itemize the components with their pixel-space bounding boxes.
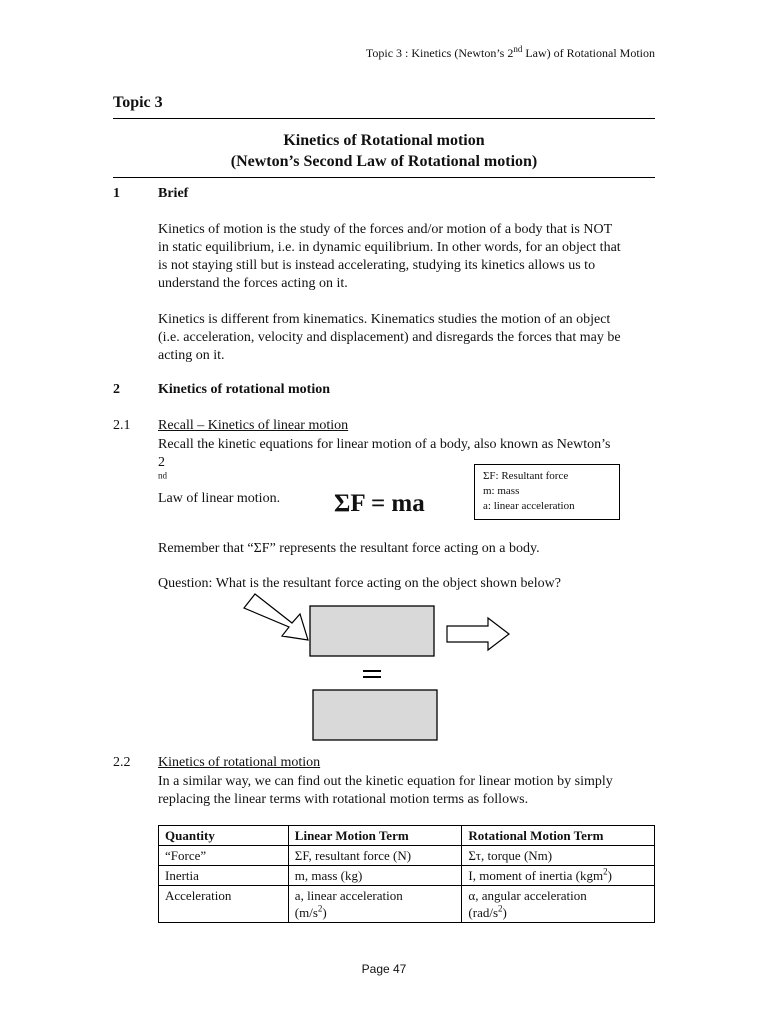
legend-resultant-force: ΣF: Resultant force: [483, 470, 569, 482]
header-quantity: Quantity: [159, 826, 289, 846]
subsection-2-1-text: Recall the kinetic equations for linear motion of a body, also known as Newton’s 2 $^{nd}$ Law of linear motion.: [158, 437, 611, 506]
title-line-1: Kinetics of Rotational motion: [283, 132, 485, 149]
cell-rotational: I, moment of inertia (kgm$^2$): [462, 866, 655, 886]
section-2-number: 2: [113, 382, 120, 397]
newton-second-law-equation: ΣF = ma: [334, 490, 425, 517]
cell-linear: ΣF, resultant force (N): [288, 846, 462, 866]
remember-text: Remember that “ΣF” represents the resultant force acting on a body.: [158, 541, 540, 556]
cell-linear: m, mass (kg): [288, 866, 462, 886]
legend-mass: m: mass: [483, 485, 520, 497]
section-1-paragraph-2: Kinetics is different from kinematics. Kinematics studies the motion of an object (i.e. acceleration, velocity and displacement) and disregards the forces that may be acting on it.: [158, 312, 621, 363]
divider-top: [113, 118, 655, 119]
cell-rotational: Στ, torque (Nm): [462, 846, 655, 866]
section-1-number: 1: [113, 186, 120, 201]
section-1-paragraph-1: Kinetics of motion is the study of the forces and/or motion of a body that is NOT in static equilibrium, i.e. in dynamic equilibrium. In other words, for an object that is not staying still but is instead accelerating, studying its kinetics allows us to understand the forces acting on it.: [158, 222, 621, 291]
question-text: Question: What is the resultant force acting on the object shown below?: [158, 576, 561, 591]
equals-bottom-bar: [363, 676, 381, 678]
subsection-2-1-heading: Recall – Kinetics of linear motion: [158, 418, 349, 433]
topic-label: Topic 3: [113, 94, 163, 111]
cell-quantity: Acceleration: [159, 886, 289, 923]
cell-linear: a, linear acceleration $(m/s^2)$: [288, 886, 462, 923]
section-1-heading: Brief: [158, 186, 189, 201]
right-force-arrow-icon: [447, 618, 509, 650]
cell-quantity: “Force”: [159, 846, 289, 866]
diagonal-force-arrow-icon: [244, 594, 308, 640]
motion-terms-table: [158, 825, 655, 923]
page-number: Page 47: [361, 962, 407, 976]
table-row: [159, 886, 655, 923]
subsection-2-1-number: 2.1: [113, 418, 131, 433]
subsection-2-2-text: In a similar way, we can find out the kinetic equation for linear motion by simply replacing the linear terms with rotational motion terms as follows.: [158, 774, 613, 807]
section-2-heading: Kinetics of rotational motion: [158, 382, 331, 397]
table-row: [159, 866, 655, 886]
header-linear: Linear Motion Term: [288, 826, 462, 846]
legend-acceleration: a: linear acceleration: [483, 500, 575, 512]
equation-legend: [474, 464, 620, 520]
table-header-row: [159, 826, 655, 846]
cell-quantity: Inertia: [159, 866, 289, 886]
table-row: [159, 846, 655, 866]
title-line-2: (Newton’s Second Law of Rotational motion): [230, 153, 538, 170]
force-diagram: [240, 590, 520, 750]
subsection-2-2-number: 2.2: [113, 755, 131, 770]
object-box: [310, 606, 434, 656]
subsection-2-2-heading: Kinetics of rotational motion: [158, 755, 321, 770]
cell-rotational: α, angular acceleration $(rad/s^2)$: [462, 886, 655, 923]
header-rotational: Rotational Motion Term: [462, 826, 655, 846]
answer-box: [313, 690, 437, 740]
running-header: Topic 3 : Kinetics (Newton’s 2nd Law) of Rotational Motion: [365, 44, 655, 60]
equals-top-bar: [363, 670, 381, 672]
divider-title: [113, 177, 655, 178]
